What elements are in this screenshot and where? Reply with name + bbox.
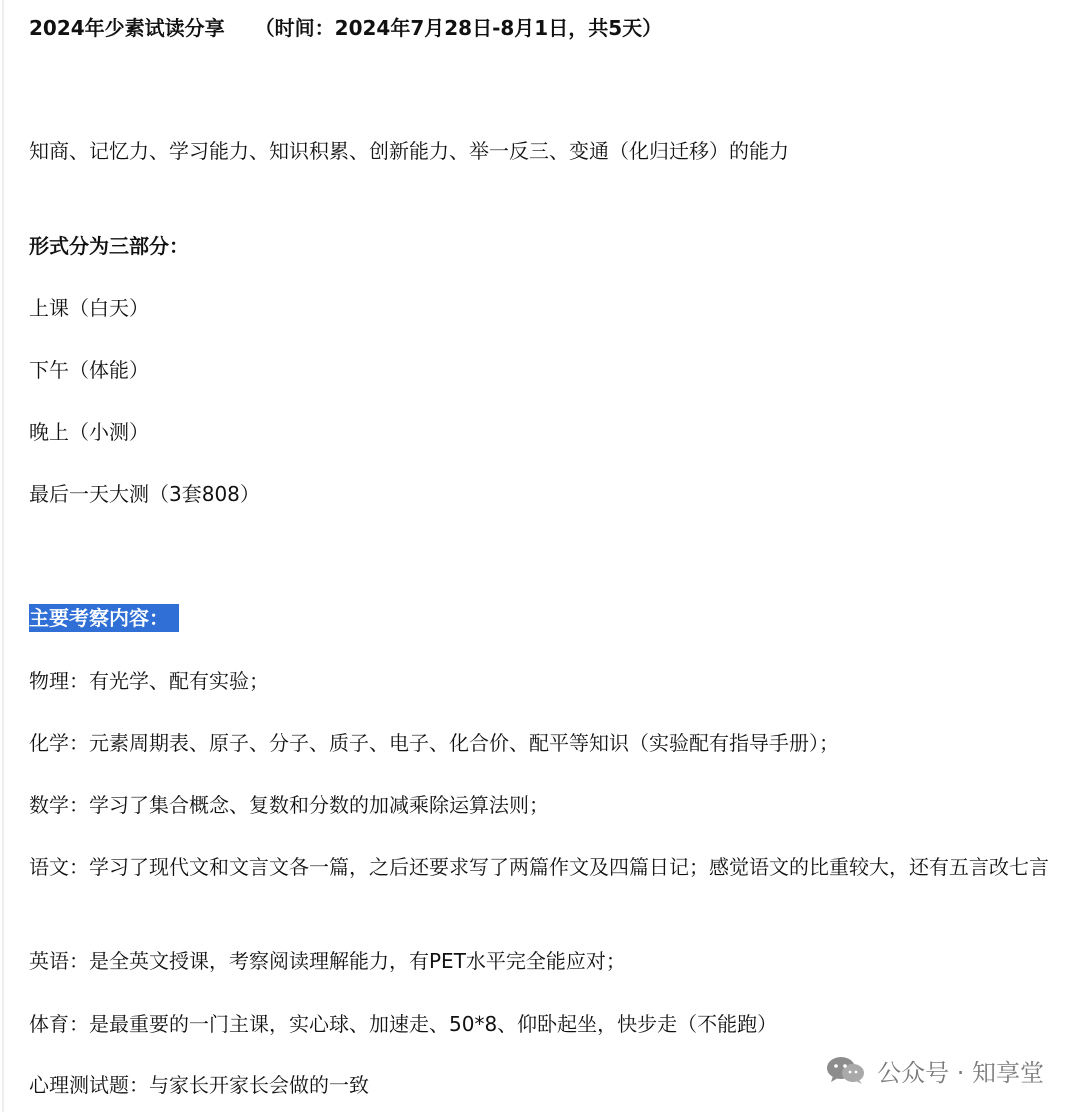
wechat-icon bbox=[825, 1055, 867, 1085]
format-item-final-test: 最后一天大测（3套808） bbox=[29, 482, 260, 506]
content-item-physics: 物理：有光学、配有实验； bbox=[29, 669, 269, 693]
format-item-day: 上课（白天） bbox=[29, 296, 149, 320]
watermark bbox=[825, 1052, 1044, 1088]
format-item-afternoon: 下午（体能） bbox=[29, 358, 149, 382]
watermark-text: 公众号 · 知享堂 bbox=[877, 1058, 1044, 1087]
content-item-chinese: 语文：学习了现代文和文言文各一篇，之后还要求写了两篇作文及四篇日记；感觉语文的比重较大，还有五言改七言 bbox=[29, 855, 1049, 879]
article-title bbox=[29, 15, 662, 41]
left-border bbox=[2, 0, 4, 1112]
format-item-evening: 晚上（小测） bbox=[29, 420, 149, 444]
format-heading: 形式分为三部分： bbox=[29, 234, 189, 258]
content-item-pe: 体育：是最重要的一门主课，实心球、加速走、50*8、仰卧起坐，快步走（不能跑） bbox=[29, 1012, 778, 1036]
title-time: （时间：2024年7月28日-8月1日，共5天） bbox=[254, 16, 663, 40]
content-heading bbox=[29, 605, 179, 631]
highlighted-heading: 主要考察内容： bbox=[29, 604, 179, 632]
abilities-text: 知商、记忆力、学习能力、知识积累、创新能力、举一反三、变通（化归迁移）的能力 bbox=[29, 139, 789, 163]
content-item-english: 英语：是全英文授课，考察阅读理解能力，有PET水平完全能应对； bbox=[29, 949, 626, 973]
content-item-chemistry: 化学：元素周期表、原子、分子、质子、电子、化合价、配平等知识（实验配有指导手册）； bbox=[29, 731, 839, 755]
title-main: 2024年少素试读分享 bbox=[29, 16, 225, 40]
content-item-math: 数学：学习了集合概念、复数和分数的加减乘除运算法则； bbox=[29, 793, 549, 817]
content-item-psychology: 心理测试题：与家长开家长会做的一致 bbox=[29, 1073, 369, 1097]
